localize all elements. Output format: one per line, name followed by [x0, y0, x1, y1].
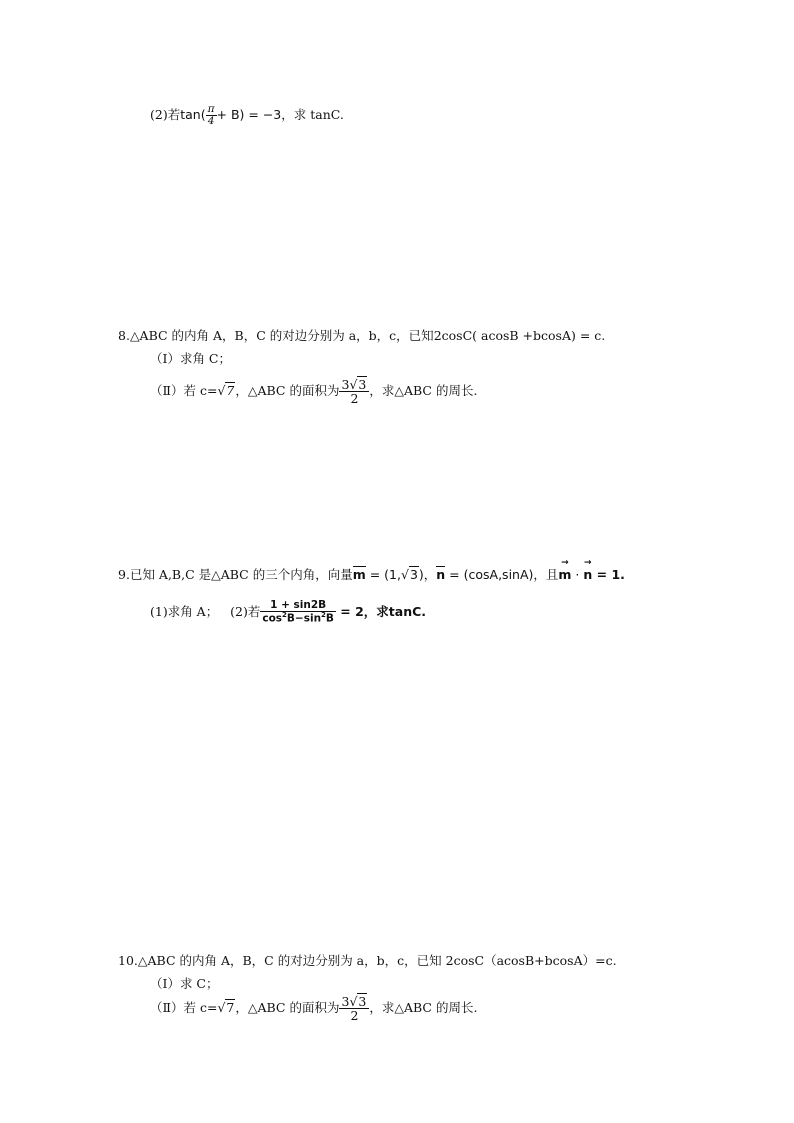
p8-q2-suffix: ，求△ABC 的周长.: [369, 383, 478, 399]
problem-number: 9.: [118, 567, 130, 582]
fraction-denominator: 4: [207, 115, 215, 128]
p10-q2-prefix: （Ⅱ）若 c=: [150, 1000, 218, 1016]
dot-operator: ·: [571, 567, 584, 582]
problem-8-question-1: [150, 349, 231, 367]
p7-tan: tan(: [180, 107, 206, 123]
fraction-denominator: 2: [350, 391, 359, 407]
problem-number: 8.: [118, 328, 130, 343]
p10-q2-suffix: ，求△ABC 的周长.: [369, 1000, 478, 1016]
problem-8-question-2: [150, 378, 477, 405]
p10-stem-text: △ABC 的内角 A，B，C 的对边分别为 a，b，c，已知 2cosC（acosB+bcosA）=c.: [137, 953, 617, 968]
problem-9-questions: [150, 600, 426, 625]
coefficient: 3: [341, 377, 350, 392]
problem-number: 10.: [118, 953, 138, 968]
pi-over-4-fraction: [206, 104, 217, 127]
fraction-numerator: π: [207, 103, 215, 115]
radicand: 7: [226, 383, 235, 399]
sqrt-7: √7: [217, 383, 235, 399]
problem-7-part-2: [150, 104, 344, 127]
sqrt-7: √7: [217, 1000, 235, 1016]
p8-q2-prefix: （Ⅱ）若 c=: [150, 383, 218, 399]
vector-n-value: = (cosA,sinA)，且: [445, 567, 559, 582]
p8-condition: 2cosC( acosB +bcosA) = c: [433, 328, 602, 343]
vector-symbol: n: [583, 567, 593, 582]
vector-m: m: [352, 567, 366, 582]
vector-n-arrow: → n: [583, 558, 593, 582]
vector-n: n: [436, 567, 446, 582]
vector-symbol: m: [558, 567, 572, 582]
vector-m-arrow: → m: [558, 558, 572, 582]
p7-prefix: (2)若: [150, 107, 181, 123]
problem-9-stem: [118, 558, 625, 583]
fraction-denominator: 2: [350, 1008, 359, 1024]
trig-fraction: [260, 600, 336, 625]
radicand: 3: [409, 567, 418, 582]
coefficient: 3: [341, 994, 350, 1009]
vector-m-close: )，: [418, 567, 437, 582]
vector-m-value: = (1,: [365, 567, 401, 582]
sqrt-3: √3: [400, 567, 418, 582]
p8-q1-text: （Ⅰ）求角 C；: [150, 351, 231, 366]
dot-product-result: = 1.: [592, 567, 625, 582]
p7-expression: + B) = −3: [216, 107, 282, 123]
problem-8-stem: [118, 326, 605, 344]
problem-10-stem: [118, 951, 617, 969]
radicand: 3: [358, 994, 367, 1009]
p9-q1-text: (1)求角 A；: [150, 603, 219, 619]
p9-q2-suffix: = 2，求tanC.: [335, 603, 427, 619]
fraction-denominator: $\cos^2B-\sin^2B$: [262, 611, 334, 625]
p10-q1-text: （Ⅰ）求 C；: [150, 976, 219, 991]
p7-suffix: ，求 tanC.: [281, 107, 344, 123]
fraction-numerator: 3√3: [339, 378, 369, 392]
radicand: 3: [358, 377, 367, 392]
p9-stem-text: 已知 A,B,C 是△ABC 的三个内角，向量: [129, 567, 353, 582]
p8-period: .: [601, 328, 606, 343]
area-fraction: [339, 995, 369, 1022]
p9-q2-prefix: (2)若: [230, 603, 261, 619]
problem-10-question-2: [150, 995, 477, 1022]
p10-q2-mid: ，△ABC 的面积为: [235, 1000, 340, 1016]
p8-stem-text: △ABC 的内角 A，B，C 的对边分别为 a，b，c，已知: [129, 328, 434, 343]
p8-q2-mid: ，△ABC 的面积为: [235, 383, 340, 399]
problem-10-question-1: [150, 974, 218, 992]
radicand: 7: [226, 1000, 235, 1016]
area-fraction: [339, 378, 369, 405]
fraction-numerator: 3√3: [339, 995, 369, 1009]
fraction-numerator: 1 + sin2B: [260, 600, 336, 612]
